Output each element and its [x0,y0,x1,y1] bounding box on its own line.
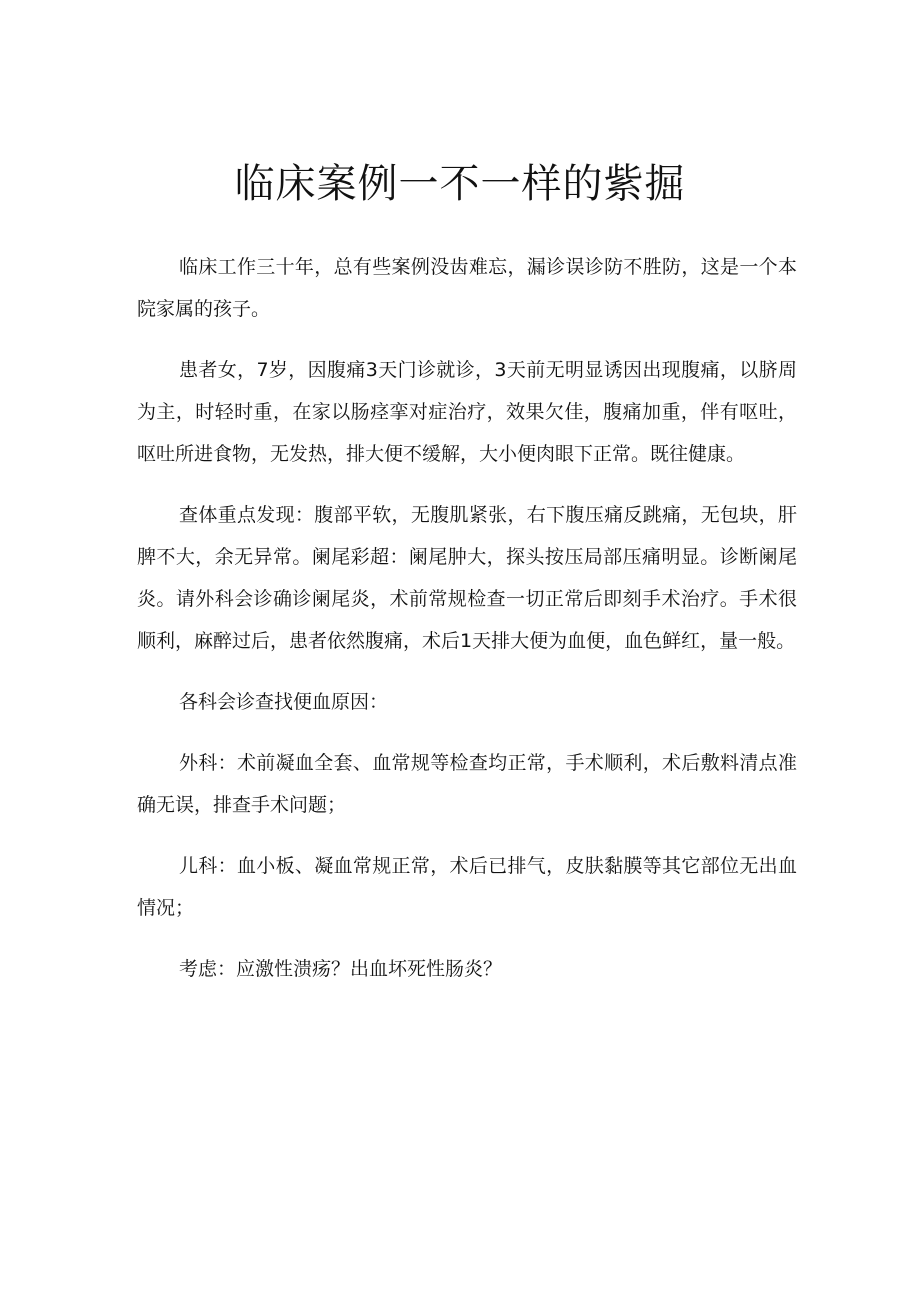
paragraph-examination: 查体重点发现：腹部平软，无腹肌紧张，右下腹压痛反跳痛，无包块，肝脾不大，余无异常。阑尾彩超：阑尾肿大，探头按压局部压痛明显。诊断阑尾炎。请外科会诊确诊阑尾炎，术前常规检查一切正常后即刻手术治疗。手术很顺利，麻醉过后，患者依然腹痛，术后1天排大便为血便，血色鲜红，量一般。 [137,504,797,652]
page-title: 临床案例一不一样的紫掘 [234,161,686,207]
document-body [137,246,797,1009]
paragraph-consideration: 考虑：应激性溃疡？出血坏死性肠炎？ [179,958,503,980]
paragraph-surgery-dept: 外科：术前凝血全套、血常规等检查均正常，手术顺利，术后敷料清点准确无误，排查手术问题； [137,752,797,816]
paragraph-patient-history: 患者女，7岁，因腹痛3天门诊就诊，3天前无明显诱因出现腹痛，以脐周为主，时轻时重，在家以肠痉挛对症治疗，效果欠佳，腹痛加重，伴有呕吐，呕吐所进食物，无发热，排大便不缓解，大小便肉眼下正常。既往健康。 [137,359,797,465]
paragraph-consultation-heading: 各科会诊查找便血原因： [179,691,389,713]
paragraph-intro: 临床工作三十年，总有些案例没齿难忘，漏诊误诊防不胜防，这是一个本院家属的孩子。 [137,256,797,320]
paragraph-pediatrics-dept: 儿科：血小板、凝血常规正常，术后已排气，皮肤黏膜等其它部位无出血情况； [137,855,797,919]
